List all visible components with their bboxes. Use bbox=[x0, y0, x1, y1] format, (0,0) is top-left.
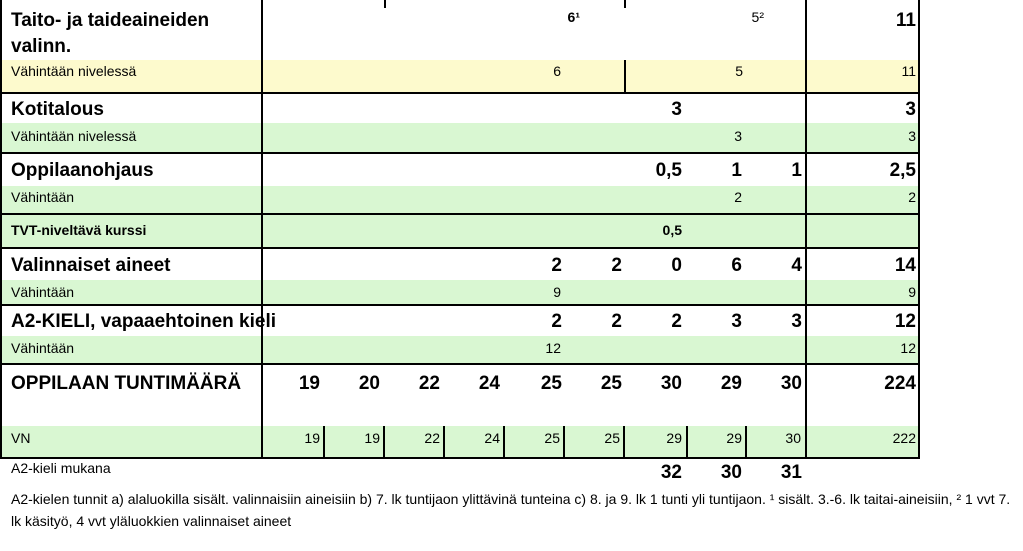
total-value: 20 bbox=[358, 373, 380, 394]
a2-value: 3 bbox=[731, 311, 742, 332]
row-label-a2: A2-KIELI, vapaaehtoinen kieli bbox=[11, 311, 277, 332]
taito-min-label: Vähintään nivelessä bbox=[11, 63, 137, 79]
divider bbox=[384, 0, 386, 8]
total-value: 30 bbox=[660, 373, 682, 394]
row-val-min-bg bbox=[0, 280, 920, 305]
divider bbox=[261, 0, 263, 459]
divider bbox=[383, 426, 385, 458]
divider bbox=[0, 0, 2, 459]
vn-value: 22 bbox=[424, 430, 440, 446]
taito-sup-1: 6¹ bbox=[567, 9, 580, 25]
opo-value-7: 0,5 bbox=[655, 160, 682, 181]
total-sum: 224 bbox=[884, 373, 916, 394]
a2-mukana-label: A2-kieli mukana bbox=[11, 460, 111, 476]
val-value: 2 bbox=[551, 255, 562, 276]
row-koti-min-bg bbox=[0, 123, 920, 153]
row-a2-min-bg bbox=[0, 336, 920, 363]
opo-value-8: 1 bbox=[731, 160, 742, 181]
row-label-taito: Taito- ja taideaineiden bbox=[11, 10, 210, 31]
total-value: 24 bbox=[478, 373, 500, 394]
taito-min-b: 5 bbox=[735, 63, 743, 79]
taito-min-total: 11 bbox=[901, 63, 916, 79]
val-min-label: Vähintään bbox=[11, 284, 75, 300]
val-min-value: 9 bbox=[553, 284, 561, 300]
a2-value: 2 bbox=[611, 311, 622, 332]
a2-value: 2 bbox=[551, 311, 562, 332]
val-value: 0 bbox=[671, 255, 682, 276]
a2-mukana-value: 30 bbox=[720, 462, 742, 483]
total-value: 22 bbox=[418, 373, 440, 394]
val-value: 6 bbox=[731, 255, 742, 276]
opo-min-label: Vähintään bbox=[11, 189, 75, 205]
total-value: 19 bbox=[298, 373, 320, 394]
divider bbox=[805, 0, 807, 459]
opo-min-total: 2 bbox=[908, 189, 916, 205]
divider bbox=[0, 304, 920, 306]
opo-total: 2,5 bbox=[889, 160, 916, 181]
divider bbox=[624, 0, 626, 8]
vn-value: 29 bbox=[726, 430, 742, 446]
row-label-total: OPPILAAN TUNTIMÄÄRÄ bbox=[11, 373, 242, 394]
divider bbox=[623, 426, 625, 458]
divider bbox=[0, 247, 920, 249]
divider bbox=[0, 152, 920, 154]
row-label-valinnaiset: Valinnaiset aineet bbox=[11, 255, 171, 276]
vn-value: 30 bbox=[785, 430, 801, 446]
opo-min-value: 2 bbox=[734, 189, 742, 205]
total-value: 25 bbox=[600, 373, 622, 394]
vn-value: 24 bbox=[484, 430, 500, 446]
row-label-opo: Oppilaanohjaus bbox=[11, 160, 154, 181]
vn-value: 19 bbox=[364, 430, 380, 446]
val-total: 14 bbox=[894, 255, 916, 276]
a2-min-total: 12 bbox=[900, 340, 916, 356]
val-value: 4 bbox=[791, 255, 802, 276]
divider bbox=[503, 426, 505, 458]
row-label-vn: VN bbox=[11, 430, 31, 446]
val-value: 2 bbox=[611, 255, 622, 276]
koti-value: 3 bbox=[671, 99, 682, 120]
divider bbox=[323, 426, 325, 458]
total-value: 25 bbox=[540, 373, 562, 394]
koti-total: 3 bbox=[905, 99, 916, 120]
divider bbox=[686, 426, 688, 458]
footnote: A2-kielen tunnit a) alaluokilla sisält. valinnaisiin aineisiin b) 7. lk tuntijaon ylittävinä tunteina c) 8. ja 9. lk 1 tunti yli tuntijaon. ¹ sisält. 3.-6. lk taitai-aineisiin, ² 1 vvt 7. lk käsityö, 4 vvt yläluokkien valinnaiset aineet bbox=[11, 491, 1011, 529]
row-taito-min-bg bbox=[0, 60, 920, 93]
vn-value: 25 bbox=[544, 430, 560, 446]
val-min-total: 9 bbox=[908, 284, 916, 300]
divider bbox=[0, 363, 920, 365]
a2-mukana-value: 31 bbox=[780, 462, 802, 483]
divider bbox=[918, 0, 920, 459]
koti-min-value: 3 bbox=[734, 128, 742, 144]
row-label-tvt: TVT-niveltävä kurssi bbox=[11, 222, 147, 238]
vn-value: 19 bbox=[304, 430, 320, 446]
a2-total: 12 bbox=[894, 311, 916, 332]
taito-sup-2: 5² bbox=[751, 9, 764, 25]
taito-min-a: 6 bbox=[553, 63, 561, 79]
row-opo-min-bg bbox=[0, 186, 920, 213]
divider bbox=[0, 213, 920, 215]
divider bbox=[0, 457, 920, 459]
taito-total: 11 bbox=[895, 10, 916, 31]
koti-min-total: 3 bbox=[908, 128, 916, 144]
a2-mukana-value: 32 bbox=[660, 462, 682, 483]
divider bbox=[624, 60, 626, 93]
a2-value: 3 bbox=[791, 311, 802, 332]
koti-min-label: Vähintään nivelessä bbox=[11, 128, 137, 144]
divider bbox=[0, 92, 920, 94]
vn-value: 25 bbox=[604, 430, 620, 446]
opo-value-9: 1 bbox=[791, 160, 802, 181]
vn-value: 29 bbox=[666, 430, 682, 446]
row-label-kotitalous: Kotitalous bbox=[11, 99, 104, 120]
a2-min-value: 12 bbox=[545, 340, 561, 356]
vn-total: 222 bbox=[892, 430, 916, 446]
divider bbox=[443, 426, 445, 458]
a2-min-label: Vähintään bbox=[11, 340, 75, 356]
a2-value: 2 bbox=[671, 311, 682, 332]
row-label-taito-2: valinn. bbox=[11, 36, 72, 57]
total-value: 29 bbox=[720, 373, 742, 394]
total-value: 30 bbox=[780, 373, 802, 394]
tvt-value: 0,5 bbox=[662, 222, 682, 238]
divider bbox=[563, 426, 565, 458]
divider bbox=[745, 426, 747, 458]
